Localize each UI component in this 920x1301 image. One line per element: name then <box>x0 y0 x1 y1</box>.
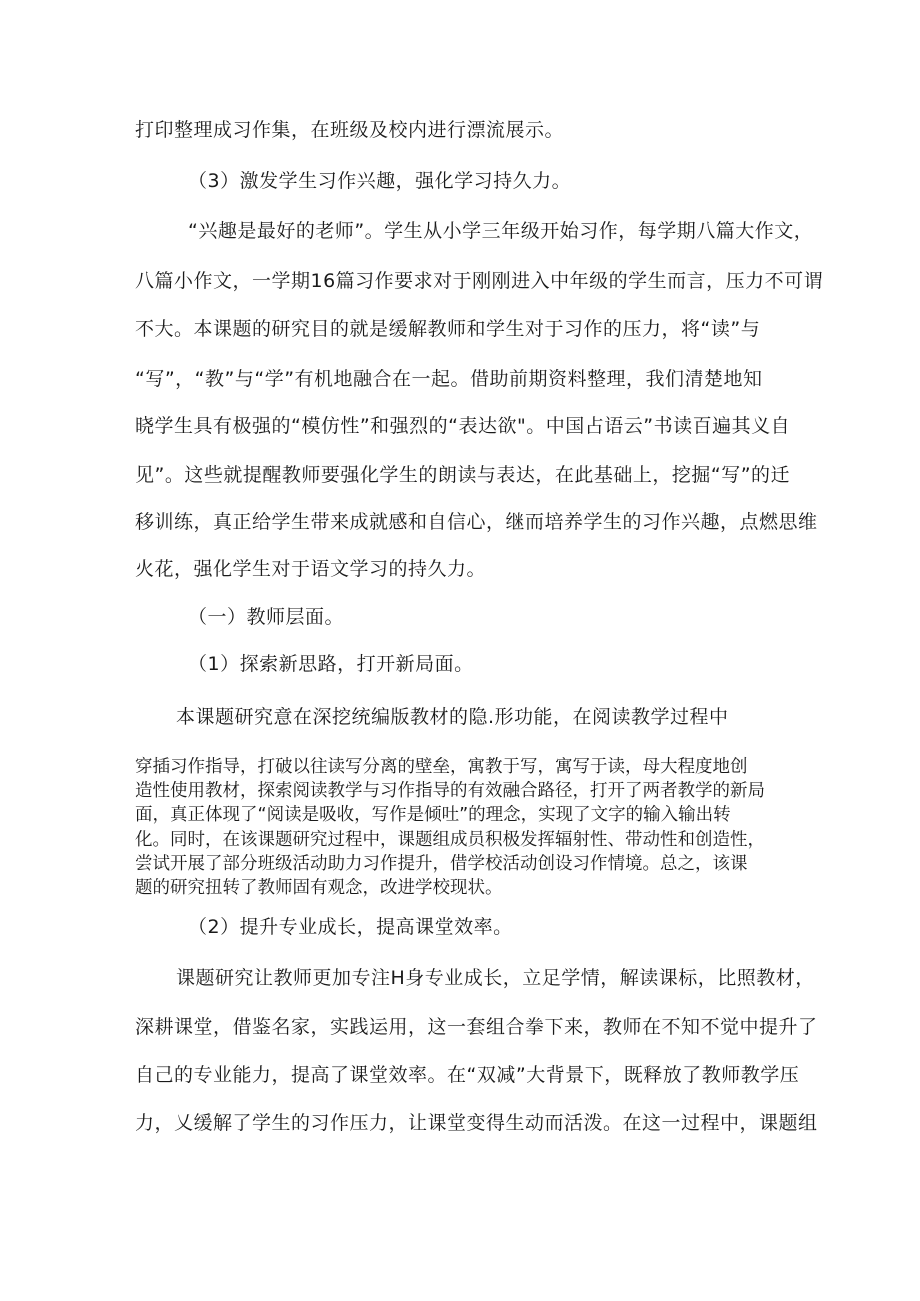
section-heading: （2）提升专业成长，提高课堂效率。 <box>188 916 513 938</box>
paragraph-line: 本课题研究意在深挖统编版教材的隐.形功能，在阅读教学过程中 <box>176 706 729 728</box>
paragraph-line: 八篇小作文，一学期16篇习作要求对于刚刚进入中年级的学生而言，压力不可谓 <box>135 270 824 292</box>
paragraph-line: “写”，“教”与“学”有机地融合在一起。借助前期资料整理，我们清楚地知 <box>135 368 763 390</box>
section-heading: （3）激发学生习作兴趣，强化学习持久力。 <box>188 170 572 192</box>
paragraph-line: 力，乂缓解了学生的习作压力，让课堂变得生动而活泼。在这一过程中，课题组 <box>135 1112 818 1134</box>
paragraph-line: 题的研究扭转了教师固有观念，改进学校现状。 <box>135 878 503 898</box>
paragraph-line: 尝试开展了部分班级活动助力习作提升，借学校活动创设习作情境。总之，该课 <box>135 854 748 874</box>
paragraph-line: 面，真正体现了“阅读是吸收，写作是倾吐”的理念，实现了文字的输入输出转 <box>135 805 731 825</box>
paragraph-line: 深耕课堂，借鉴名家，实践运用，这一套组合拳下来，教师在不知不觉中提升了 <box>135 1016 818 1038</box>
paragraph-line: 造性使用教材，探索阅读教学与习作指导的有效融合路径，打开了两者教学的新局 <box>135 781 765 801</box>
paragraph-line: 打印整理成习作集，在班级及校内进行漂流展示。 <box>135 119 565 141</box>
section-heading: （1）探索新思路，打开新局面。 <box>188 653 474 675</box>
paragraph-line: “兴趣是最好的老师”。学生从小学三年级开始习作，每学期八篇大作文， <box>188 220 814 242</box>
paragraph-line: 化。同时，在该课题研究过程中，课题组成员积极发挥辐射性、带动性和创造性， <box>135 830 765 850</box>
paragraph-line: 自己的专业能力，提高了课堂效率。在“双减”大背景下，既释放了教师教学压 <box>135 1064 800 1086</box>
paragraph-line: 火花，强化学生对于语文学习的持久力。 <box>135 558 487 580</box>
paragraph-line: 见”。这些就提醒教师要强化学生的朗读与表达，在此基础上，挖掘“写”的迁 <box>135 464 791 486</box>
section-heading: （一）教师层面。 <box>188 606 345 628</box>
paragraph-line: 穿插习作指导，打破以往读写分离的壁垒，寓教于写，寓写于读，母大程度地创 <box>135 757 748 777</box>
paragraph-line: 移训练，真正给学生带来成就感和自信心，继而培养学生的习作兴趣，点燃思维 <box>135 511 818 533</box>
paragraph-line: 课题研究让教师更加专注H身专业成长，立足学情，解读课标，比照教材， <box>176 967 815 989</box>
paragraph-line: 不大。本课题的研究目的就是缓解教师和学生对于习作的压力，将“读”与 <box>135 318 761 340</box>
paragraph-line: 晓学生具有极强的“模仿性”和强烈的“表达欲"。中国占语云”书读百遍其义自 <box>135 415 791 437</box>
